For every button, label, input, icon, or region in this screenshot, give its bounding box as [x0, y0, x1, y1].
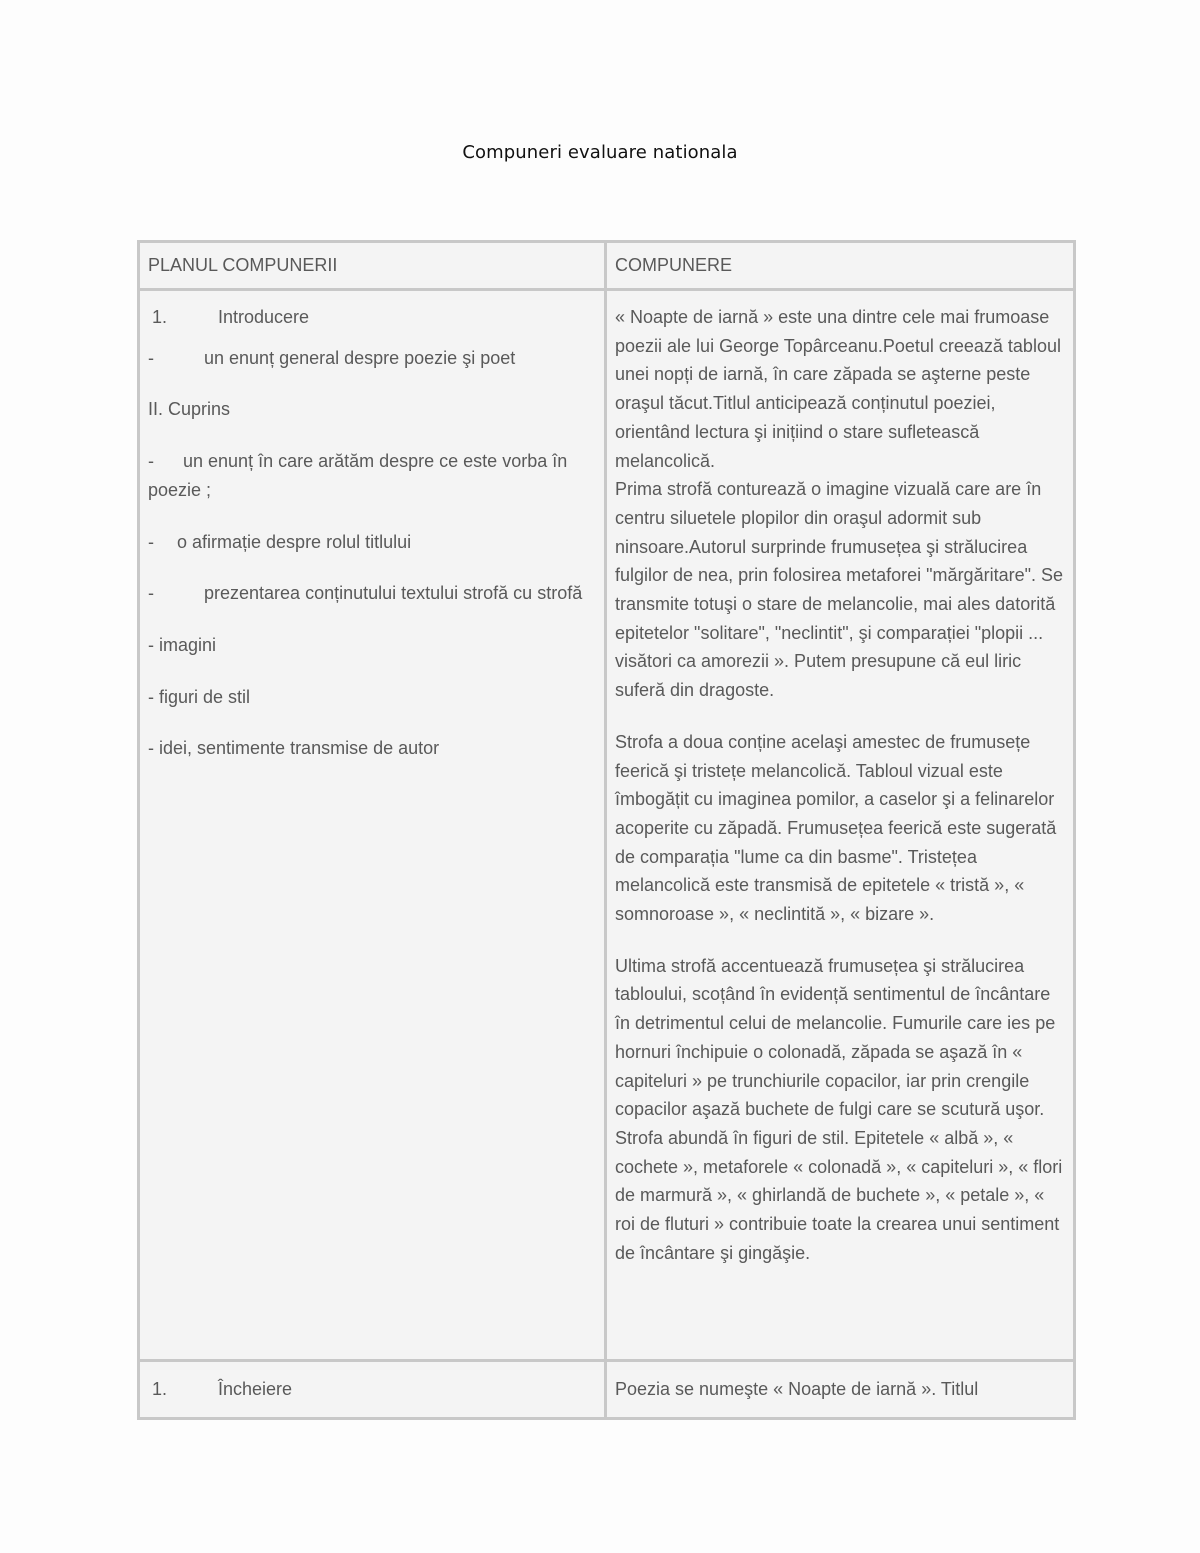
compunere-paragraph-3: Strofa a doua conține acelaşi amestec de frumusețe feerică şi tristețe melancolică. Tabloul vizual este îmbogățit cu imaginea pomilor, a caselor şi a felinarelor acoperite cu zăpadă. Frumusețea feerică este sugerată de comparația "lume ca din basme". Tristețea melancolică este transmisă de epitetele « tristă », « somnoroase », « neclintită », « bizare ». — [615, 731, 1057, 925]
plan-section2-item4: - imagini — [148, 634, 217, 655]
header-compunere: COMPUNERE — [606, 242, 1075, 290]
plan-intro-label: Introducere — [218, 307, 310, 327]
compunere-paragraph-4: Ultima strofă accentuează frumusețea şi strălucirea tabloului, scoțând în evidență sentimentul de încântare în detrimentul celui de melancolie. Fumurile care ies pe hornuri închipuie o colonadă, zăpada se aşază în « capiteluri » pe trunchiurile copacilor, iar prin crengile copacilor aşază buchete de fulgi care se scutură uşor. Strofa abundă în figuri de stil. Epitetele « albă », « cochete », metaforele « colonadă », « capiteluri », « flori de marmură », « ghirlandă de buchete », « petale », « roi de fluturi » contribuie toate la crearea unui sentiment de încântare şi gingăşie. — [615, 955, 1063, 1263]
document-title: Compuneri evaluare nationala — [462, 142, 738, 163]
bullet-dash: - — [148, 451, 154, 472]
plan-section2-label: II. Cuprins — [148, 399, 231, 420]
bullet-dash: - — [148, 583, 154, 604]
plan-cell — [139, 290, 606, 1361]
bullet-dash: - — [148, 347, 154, 368]
compunere-paragraph-2: Prima strofă conturează o imagine vizuală care are în centru siluetele plopilor din oraşul adormit sub ninsoare.Autorul surprinde frumusețea şi strălucirea fulgilor de nea, prin folosirea metaforei "mărgăritare". Se transmite totuşi o stare de melancolie, mai ales datorită epitetelor "solitare", "neclintit", şi comparației "plopii ... visători ca amorezii ». Putem presupune că eul liric suferă din dragoste. — [615, 479, 1063, 701]
plan-section2-item2-text: o afirmație despre rolul titlului — [177, 531, 412, 552]
plan-intro-number: 1. — [152, 307, 168, 327]
table-header-row — [139, 242, 1075, 290]
plan-intro-item — [148, 344, 598, 373]
table-body-row — [139, 290, 1075, 1361]
compunere-paragraph-1: « Noapte de iarnă » este una dintre cele mai frumoase poezii ale lui George Topârceanu.Poetul creează tabloul unei nopți de iarnă, în care zăpada se aşterne peste oraşul tăcut.Titlul anticipează conținutul poeziei, orientând lectura şi inițiind o stare sufletească melancolică. — [615, 307, 1061, 471]
plan-section2-item5: - figuri de stil — [148, 686, 251, 707]
plan-conclusion-label: Încheiere — [218, 1379, 293, 1400]
plan-intro-item-text: un enunț general despre poezie şi poet — [204, 347, 516, 368]
compunere-cell — [606, 290, 1075, 1361]
header-plan: PLANUL COMPUNERII — [139, 242, 606, 290]
plan-section2-item2 — [148, 528, 598, 557]
plan-section2-item3-text: prezentarea conținutului textului strofă cu strofă — [204, 583, 583, 604]
plan-section2-item1 — [148, 447, 598, 504]
plan-conclusion-number: 1. — [152, 1379, 168, 1400]
table-footer-row — [139, 1361, 1075, 1419]
plan-section2-item1-text: un enunț în care arătăm despre ce este vorba în poezie ; — [148, 451, 568, 500]
bullet-dash: - — [148, 531, 154, 552]
composition-table — [137, 240, 1076, 1420]
plan-section2-item6: - idei, sentimente transmise de autor — [148, 738, 440, 759]
plan-intro — [148, 303, 598, 332]
plan-section2-item3 — [148, 579, 598, 608]
plan-conclusion — [139, 1361, 606, 1419]
compunere-conclusion: Poezia se numeşte « Noapte de iarnă ». Titlul — [606, 1361, 1075, 1419]
